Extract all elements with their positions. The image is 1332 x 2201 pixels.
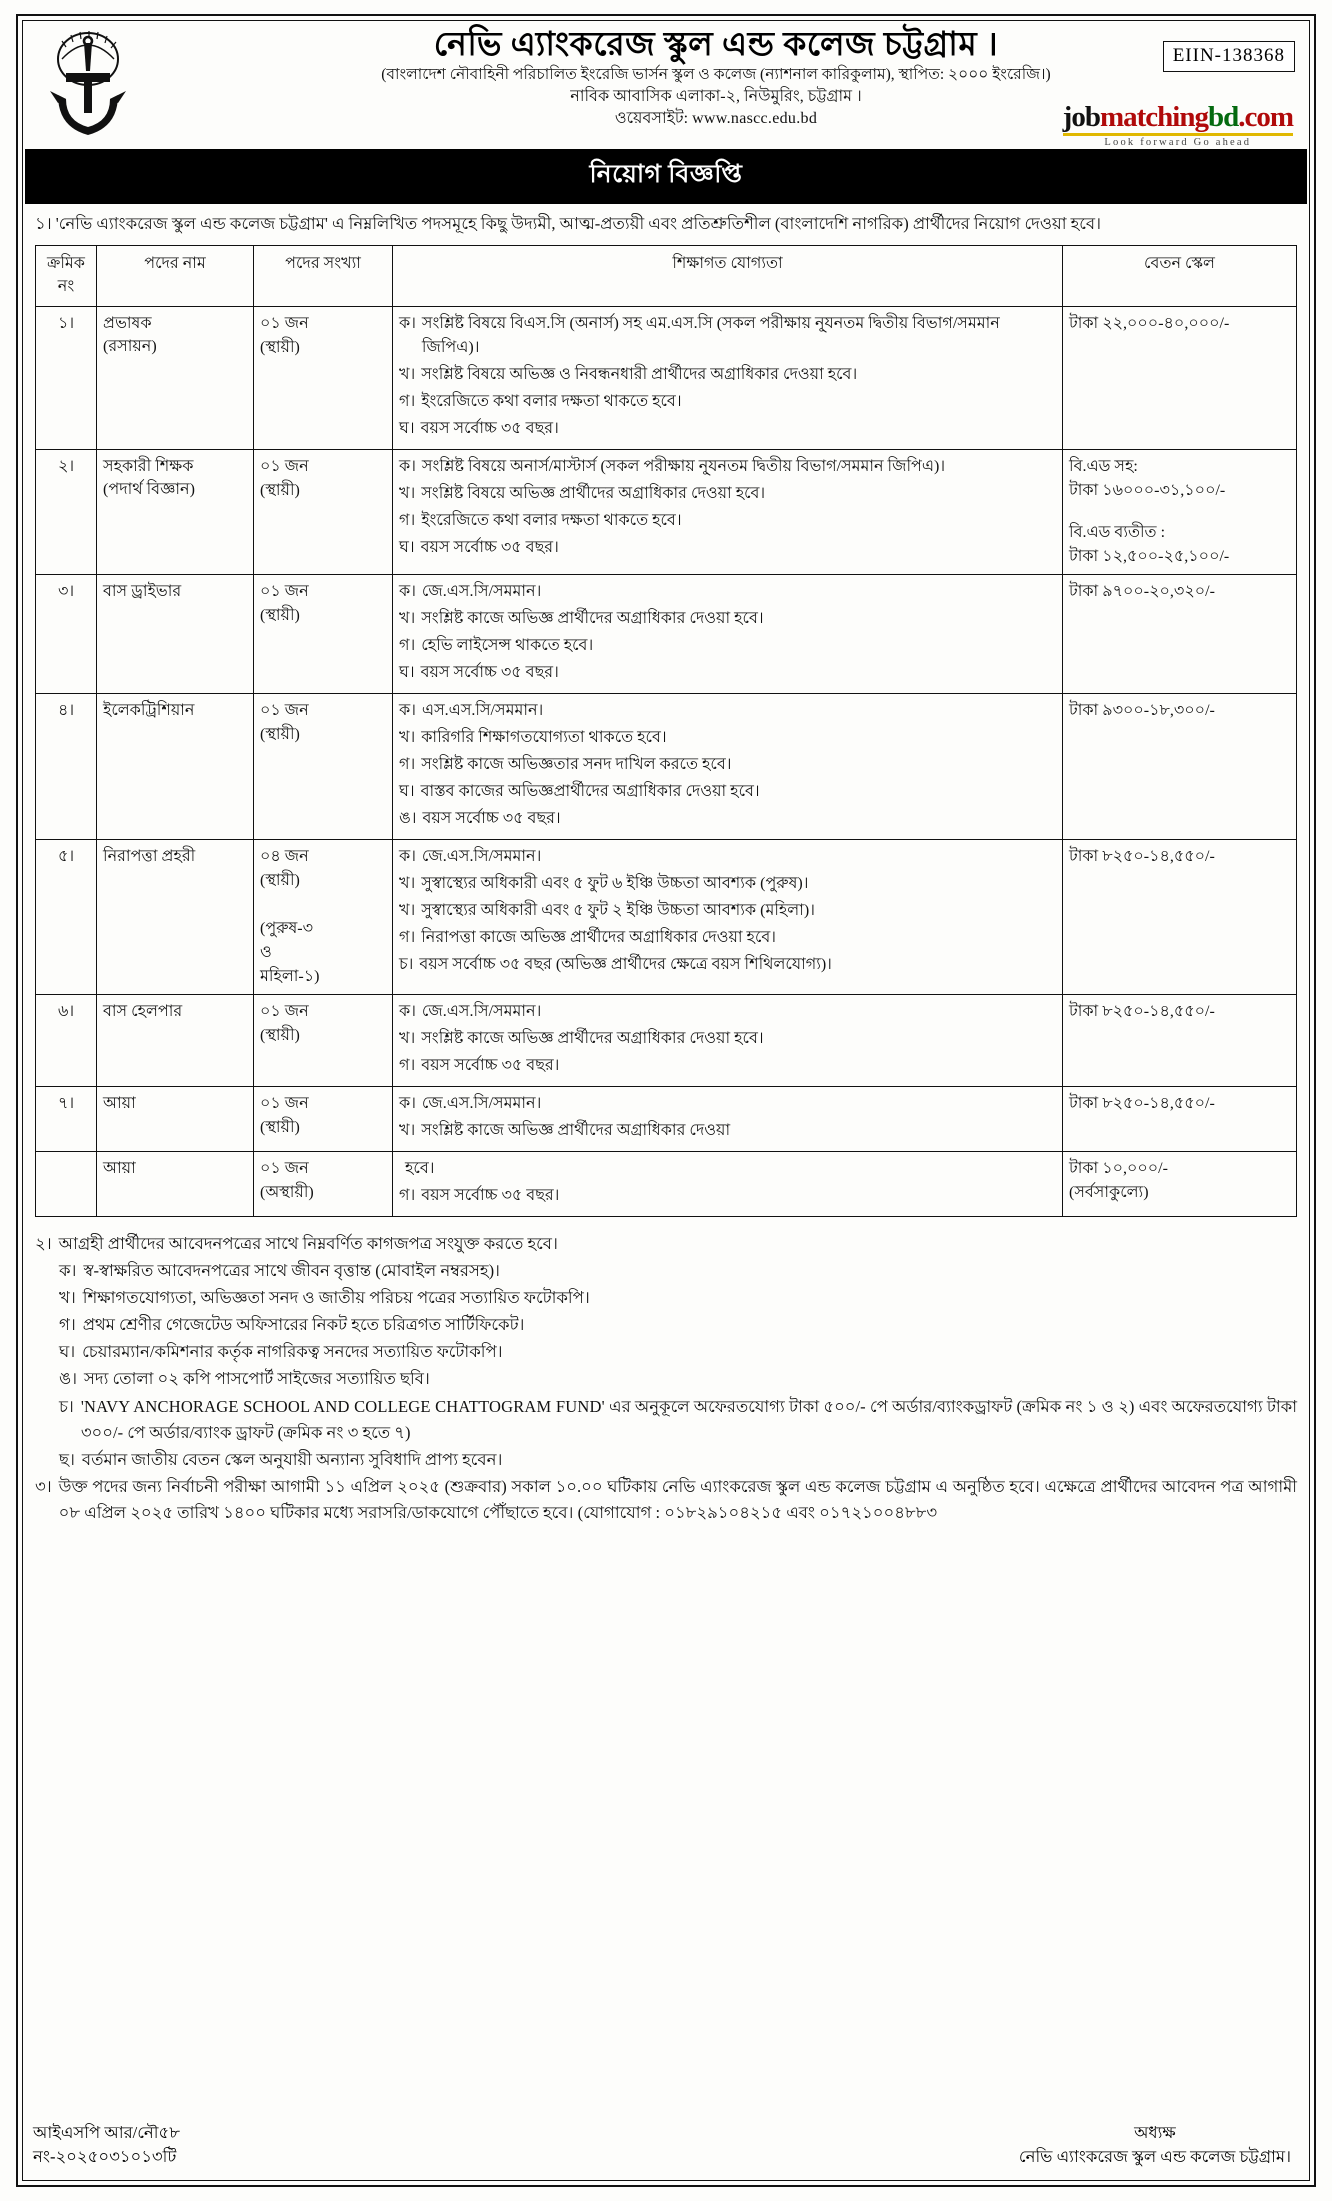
qualification-text: জে.এস.সি/সমমান। (421, 1095, 542, 1113)
qualification-item (399, 312, 1056, 360)
brand-tagline: Look forward Go ahead (1104, 137, 1252, 148)
note-sub-text: শিক্ষাগতযোগ্যতা, অভিজ্ঞতা সনদ ও জাতীয় পরিচয় পত্রের সত্যায়িত ফটোকপি। (82, 1288, 590, 1308)
qualification-item (399, 580, 1056, 604)
qualification-label: গ। (399, 929, 416, 947)
qualification-list (399, 1157, 1056, 1208)
table-row (36, 1087, 1297, 1152)
note-3-text: উক্ত পদের জন্য নির্বাচনী পরীক্ষা আগামী ১১ এপ্রিল ২০২৫ (শুক্রবার) সকাল ১০.০০ ঘটিকায় নেভি এ্যাংকরেজ স্কুল এন্ড কলেজ চট্টগ্রাম এ অনুষ্ঠিত হবে। এক্ষেত্রে প্রার্থীদের আবেদন পত্র আগামী ০৮ এপ্রিল ২০২৫ তারিখ ১৪০০ ঘটিকার মধ্যে সরাসরি/ডাকযোগে পৌঁছাতে হবে। (যোগাযোগ : ০১৮২৯১০৪২১৫ এবং ০১৭২১০০৪৮৮৩ (58, 1476, 1297, 1522)
cell-serial: ৫। (36, 840, 97, 995)
qualification-item (399, 661, 1056, 685)
pay-scale-line: (সর্বসাকুল্যে) (1069, 1184, 1149, 1202)
qualification-text: সংশ্লিষ্ট কাজে অভিজ্ঞ প্রার্থীদের অগ্রাধিকার দেওয়া হবে। (421, 610, 764, 628)
table-row (36, 575, 1297, 694)
header-qualification: শিক্ষাগত যোগ্যতা (393, 245, 1063, 306)
footer-right (1019, 2121, 1291, 2171)
cell-qualification (393, 575, 1063, 694)
qualification-item (399, 1119, 1056, 1143)
qualification-text: জে.এস.সি/সমমান। (421, 848, 542, 866)
pay-scale-line: টাকা ৯৩০০-১৮,৩০০/- (1069, 702, 1215, 720)
qualification-list (399, 1092, 1056, 1143)
note-sub-text: স্ব-স্বাক্ষরিত আবেদনপত্রের সাথে জীবন বৃত্তান্ত (মোবাইল নম্বরসহ)। (83, 1261, 500, 1281)
pay-scale-line: টাকা ৯৭০০-২০,৩২০/- (1069, 583, 1215, 601)
table-row (36, 995, 1297, 1087)
qualification-label: গ। (399, 512, 416, 530)
qualification-text: বয়স সর্বোচ্চ ৩৫ বছর। (420, 420, 559, 438)
post-count-line: ০১ জন (260, 702, 309, 720)
note-fund-text (81, 1394, 1297, 1446)
qualification-item (399, 899, 1056, 923)
post-count-line: (স্থায়ী) (260, 607, 300, 625)
note-chha-text: বর্তমান জাতীয় বেতন স্কেল অনুযায়ী অন্যান্য সুবিধাদি প্রাপ্য হবেন। (81, 1449, 503, 1469)
note-sub-label: ঘ। (59, 1342, 76, 1362)
note-sub-item (59, 1366, 1297, 1392)
qualification-item (399, 634, 1056, 658)
qualification-label: গ। (399, 637, 416, 655)
cell-qualification (393, 307, 1063, 450)
note-item-3 (35, 1474, 1297, 1526)
qualification-text: হেভি লাইসেন্স থাকতে হবে। (421, 637, 594, 655)
qualification-text: সংশ্লিষ্ট কাজে অভিজ্ঞ প্রার্থীদের অগ্রাধিকার দেওয়া (421, 1122, 731, 1140)
note-sub-item (59, 1312, 1297, 1338)
post-count-line (260, 893, 386, 917)
qualification-text: সুস্বাস্থ্যের অধিকারী এবং ৫ ফুট ২ ইঞ্চি উচ্চতা আবশ্যক (মহিলা)। (421, 902, 815, 920)
post-name-line: প্রভাষক (103, 315, 152, 333)
qualification-list (399, 845, 1056, 977)
cell-post-name (97, 1087, 254, 1152)
post-count-line: (স্থায়ী) (260, 726, 300, 744)
signatory-title: অধ্যক্ষ (1134, 2122, 1176, 2142)
jobs-table (35, 245, 1297, 1217)
cell-serial: ৪। (36, 694, 97, 840)
cell-qualification (393, 450, 1063, 575)
note-item-chha (35, 1447, 1297, 1473)
header-post-name: পদের নাম (97, 245, 254, 306)
note-sub-text: চেয়ারম্যান/কমিশনার কর্তৃক নাগরিকত্ব সনদের সত্যায়িত ফটোকপি। (82, 1342, 503, 1362)
cell-qualification (393, 840, 1063, 995)
qualification-item (399, 417, 1056, 441)
post-count-line: (স্থায়ী) (260, 339, 300, 357)
cell-serial: ১। (36, 307, 97, 450)
post-count-line: (স্থায়ী) (260, 1027, 300, 1045)
qualification-label: গ। (399, 1057, 416, 1075)
qualification-item (399, 753, 1056, 777)
qualification-item (399, 1000, 1056, 1024)
qualification-text: ইংরেজিতে কথা বলার দক্ষতা থাকতে হবে। (421, 393, 682, 411)
qualification-text: বয়স সর্বোচ্চ ৩৫ বছর (অভিজ্ঞ প্রার্থীদের ক্ষেত্রে বয়স শিথিলযোগ্য)। (419, 956, 832, 974)
cell-post-count (254, 1087, 393, 1152)
qualification-text: জে.এস.সি/সমমান। (421, 583, 542, 601)
qualification-item (399, 363, 1056, 387)
cell-post-name (97, 840, 254, 995)
cell-pay-scale (1063, 1087, 1297, 1152)
post-count-line: (স্থায়ী) (260, 1119, 300, 1137)
note-3-label: ৩। (35, 1476, 52, 1496)
cell-qualification (393, 1152, 1063, 1217)
pay-scale-line: বি.এড সহ: (1069, 458, 1138, 476)
note-fund-label: চ। (59, 1396, 74, 1416)
pay-spacer (1069, 503, 1290, 521)
cell-post-name (97, 450, 254, 575)
post-count-line: ০১ জন (260, 1095, 309, 1113)
note-sub-list (35, 1258, 1297, 1392)
cell-pay-scale (1063, 307, 1297, 450)
qualification-item (399, 953, 1056, 977)
memo-number: নং-২০২৫০৩১০১৩টি (33, 2147, 177, 2167)
pay-scale-line: টাকা ৮২৫০-১৪,৫৫০/- (1069, 1003, 1215, 1021)
qualification-label: ক। (399, 1095, 416, 1113)
cell-pay-scale (1063, 575, 1297, 694)
school-logo (33, 27, 143, 141)
post-name-line: (পদার্থ বিজ্ঞান) (103, 481, 195, 499)
post-name-line: ইলেকট্রিশিয়ান (103, 702, 195, 720)
cell-serial: ৬। (36, 995, 97, 1087)
fund-text-c: ৫০০/- পে অর্ডার/ব্যাংকড্রাফট (ক্রমিক নং ১ ও ২) এবং অফেরতযোগ্য টাকা ৩০০/- পে অর্ডার/ব্যাংক ড্রাফট (ক্রমিক নং ৩ হতে ৭) (80, 1396, 1298, 1442)
qualification-label: চ। (399, 956, 414, 974)
note-item-fund (35, 1394, 1297, 1446)
cell-pay-scale (1063, 1152, 1297, 1217)
post-name-line: সহকারী শিক্ষক (103, 458, 194, 476)
qualification-item (399, 1184, 1056, 1208)
website-label: ওয়েবসাইট: (614, 109, 689, 127)
table-head (36, 245, 1297, 306)
table-row (36, 694, 1297, 840)
qualification-list (399, 580, 1056, 685)
note-sub-item (59, 1285, 1297, 1311)
qualification-text: সংশ্লিষ্ট কাজে অভিজ্ঞ প্রার্থীদের অগ্রাধিকার দেওয়া হবে। (421, 1030, 764, 1048)
notes-section (35, 1231, 1297, 1526)
pay-scale-line: টাকা ৮২৫০-১৪,৫৫০/- (1069, 1095, 1215, 1113)
qualification-label: খ। (399, 366, 416, 384)
note-sub-label: খ। (59, 1288, 76, 1308)
post-count-line: ০৪ জন (260, 848, 309, 866)
qualification-text: বয়স সর্বোচ্চ ৩৫ বছর। (421, 1187, 560, 1205)
outer-border (16, 14, 1316, 2187)
qualification-item (399, 390, 1056, 414)
qualification-label: ক। (399, 1003, 416, 1021)
ispr-number: আইএসপি আর/নৌ৫৮ (33, 2122, 180, 2142)
footer-left (33, 2121, 180, 2171)
document-body (23, 204, 1309, 2095)
qualification-label: গ। (399, 1187, 416, 1205)
eiin-badge: EIIN-138368 (1163, 41, 1295, 72)
cell-post-name (97, 307, 254, 450)
table-row (36, 840, 1297, 995)
note-sub-text: প্রথম শ্রেণীর গেজেটেড অফিসারের নিকট হতে চরিত্রগত সার্টিফিকেট। (82, 1315, 525, 1335)
cell-post-name (97, 575, 254, 694)
post-count-line: (অস্থায়ী) (260, 1184, 314, 1202)
cell-serial: ৩। (36, 575, 97, 694)
cell-post-name (97, 694, 254, 840)
note-sub-item (59, 1339, 1297, 1365)
qualification-item (399, 780, 1056, 804)
pay-scale-line: টাকা ৮২৫০-১৪,৫৫০/- (1069, 848, 1215, 866)
cell-pay-scale (1063, 840, 1297, 995)
cell-serial: ৭। (36, 1087, 97, 1152)
header-pay-scale: বেতন স্কেল (1063, 245, 1297, 306)
post-name-line: (রসায়ন) (103, 338, 157, 356)
cell-qualification (393, 1087, 1063, 1152)
qualification-label: ক। (399, 458, 416, 476)
qualification-text: সংশ্লিষ্ট বিষয়ে অভিজ্ঞ ও নিবন্ধনধারী প্রার্থীদের অগ্রাধিকার দেওয়া হবে। (421, 366, 858, 384)
qualification-item (399, 509, 1056, 533)
note-2-text: আগ্রহী প্রার্থীদের আবেদনপত্রের সাথে নিম্নবর্ণিত কাগজপত্র সংযুক্ত করতে হবে। (58, 1234, 558, 1254)
qualification-label: ক। (399, 315, 416, 333)
note-sub-label: ঙ। (59, 1369, 78, 1389)
cell-serial (36, 1152, 97, 1217)
note-item-2 (35, 1231, 1297, 1257)
qualification-text: ইংরেজিতে কথা বলার দক্ষতা থাকতে হবে। (421, 512, 682, 530)
pay-scale-line: টাকা ১০,০০০/- (1069, 1160, 1168, 1178)
qualification-text: এস.এস.সি/সমমান। (421, 702, 544, 720)
post-count-line: (পুরুষ-৩ (260, 920, 314, 938)
notice-banner: নিয়োগ বিজ্ঞপ্তি (25, 149, 1307, 204)
post-name-line: বাস হেলপার (103, 1003, 183, 1021)
qualification-label: খ। (399, 610, 416, 628)
qualification-text: সংশ্লিষ্ট বিষয়ে বিএস.সি (অনার্স) সহ এম.এস.সি (সকল পরীক্ষায় নূ্যনতম দ্বিতীয় বিভাগ/সমমান জিপিএ)। (421, 315, 1000, 357)
signatory-institution: নেভি এ্যাংকরেজ স্কুল এন্ড কলেজ চট্টগ্রাম। (1018, 2147, 1291, 2167)
inner-border (22, 20, 1310, 2181)
table-row (36, 307, 1297, 450)
qualification-text: বাস্তব কাজের অভিজ্ঞপ্রার্থীদের অগ্রাধিকার দেওয়া হবে। (420, 783, 760, 801)
cell-post-count (254, 307, 393, 450)
jobmatchingbd-watermark (1063, 103, 1293, 149)
qualification-label: খ। (399, 875, 416, 893)
qualification-item (399, 726, 1056, 750)
qualification-item (399, 1092, 1056, 1116)
qualification-label: খ। (399, 485, 416, 503)
qualification-text: সুস্বাস্থ্যের অধিকারী এবং ৫ ফুট ৬ ইঞ্চি উচ্চতা আবশ্যক (পুরুষ)। (421, 875, 809, 893)
qualification-label: ঘ। (399, 783, 415, 801)
table-body (36, 307, 1297, 1217)
qualification-text: বয়স সর্বোচ্চ ৩৫ বছর। (421, 1057, 560, 1075)
fund-name: 'NAVY ANCHORAGE SCHOOL AND COLLEGE CHATTOGRAM FUND' (80, 1396, 605, 1416)
qualification-text: সংশ্লিষ্ট কাজে অভিজ্ঞতার সনদ দাখিল করতে হবে। (421, 756, 732, 774)
pay-scale-line: বি.এড ব্যতীত : (1069, 524, 1166, 542)
note-sub-label: গ। (59, 1315, 76, 1335)
qualification-label: খ। (399, 902, 416, 920)
pay-scale-line: টাকা ১২,৫০০-২৫,১০০/- (1069, 548, 1230, 566)
cell-post-name (97, 995, 254, 1087)
qualification-item (399, 455, 1056, 479)
qualification-item (399, 872, 1056, 896)
school-address: নাবিক আবাসিক এলাকা-২, নিউমুরিং, চট্টগ্রাম । (570, 88, 862, 106)
qualification-list (399, 1000, 1056, 1078)
qualification-text: বয়স সর্বোচ্চ ৩৫ বছর। (420, 539, 559, 557)
table-header-row (36, 245, 1297, 306)
pay-scale-line: টাকা ২২,০০০-৪০,০০০/- (1069, 315, 1230, 333)
school-name: নেভি এ্যাংকরেজ স্কুল এন্ড কলেজ চট্টগ্রাম । (433, 27, 999, 63)
brand-part-4: .com (1238, 101, 1293, 133)
cell-serial: ২। (36, 450, 97, 575)
note-sub-label: ক। (59, 1261, 77, 1281)
qualification-text: হবে। (405, 1160, 435, 1178)
pay-scale-line: টাকা ১৬০০০-৩১,১০০/- (1069, 482, 1226, 500)
website-url: www.nascc.edu.bd (692, 109, 818, 127)
brand-underline (1063, 133, 1293, 136)
header-post-count: পদের সংখ্যা (254, 245, 393, 306)
fund-text-b: এর অনুকূলে অফেরতযোগ্য টাকা (609, 1396, 820, 1416)
table-row (36, 1152, 1297, 1217)
brand-part-3: bd (1207, 101, 1239, 133)
qualification-list (399, 455, 1056, 560)
cell-post-count (254, 575, 393, 694)
qualification-item (399, 1157, 1056, 1181)
post-count-line: ০১ জন (260, 458, 309, 476)
intro-paragraph: ১। 'নেভি এ্যাংকরেজ স্কুল এন্ড কলেজ চট্টগ্রাম' এ নিম্নলিখিত পদসমূহে কিছু উদ্যমী, আত্ম-প্রত্যয়ী এবং প্রতিশ্রুতিশীল (বাংলাদেশি নাগরিক) প্রার্থীদের নিয়োগ দেওয়া হবে। (35, 214, 1101, 233)
post-name-line: আয়া (103, 1095, 136, 1113)
qualification-item (399, 845, 1056, 869)
cell-pay-scale (1063, 450, 1297, 575)
qualification-text: জে.এস.সি/সমমান। (421, 1003, 542, 1021)
qualification-label: ক। (399, 702, 416, 720)
post-count-line: ০১ জন (260, 583, 309, 601)
post-count-line: (স্থায়ী) (260, 482, 300, 500)
qualification-item (399, 1054, 1056, 1078)
qualification-list (399, 699, 1056, 831)
qualification-item (399, 1027, 1056, 1051)
qualification-item (399, 807, 1056, 831)
qualification-label: খ। (399, 1030, 416, 1048)
qualification-label: ঙ। (399, 810, 417, 828)
brand-part-1: job (1062, 101, 1100, 133)
qualification-text: সংশ্লিষ্ট বিষয়ে অভিজ্ঞ প্রার্থীদের অগ্রাধিকার দেওয়া হবে। (421, 485, 766, 503)
qualification-text: কারিগরি শিক্ষাগতযোগ্যতা থাকতে হবে। (421, 729, 667, 747)
table-row (36, 450, 1297, 575)
post-name-line: আয়া (103, 1160, 136, 1178)
qualification-label: ঘ। (399, 539, 415, 557)
qualification-text: সংশ্লিষ্ট বিষয়ে অনার্স/মাস্টার্স (সকল পরীক্ষায় নূ্যনতম দ্বিতীয় বিভাগ/সমমান জিপিএ)। (421, 458, 946, 476)
post-count-line: (স্থায়ী) (260, 872, 300, 890)
qualification-item (399, 926, 1056, 950)
school-subtitle: (বাংলাদেশ নৌবাহিনী পরিচালিত ইংরেজি ভার্সন স্কুল ও কলেজ (ন্যাশনাল কারিকুলাম), স্থাপিত: ২০০০ ইংরেজি।) (381, 66, 1051, 84)
post-count-line: ও (260, 944, 272, 962)
qualification-list (399, 312, 1056, 441)
qualification-text: বয়স সর্বোচ্চ ৩৫ বছর। (420, 664, 559, 682)
cell-qualification (393, 694, 1063, 840)
brand-part-2: matching (1099, 101, 1208, 133)
cell-post-count (254, 840, 393, 995)
cell-pay-scale (1063, 995, 1297, 1087)
qualification-label: গ। (399, 756, 416, 774)
post-count-line: ০১ জন (260, 1003, 309, 1021)
cell-post-name (97, 1152, 254, 1217)
qualification-label: ক। (399, 583, 416, 601)
document-header (23, 21, 1309, 147)
cell-post-count (254, 694, 393, 840)
cell-pay-scale (1063, 694, 1297, 840)
post-count-line: ০১ জন (260, 1160, 309, 1178)
note-2-label: ২। (35, 1234, 52, 1254)
document-footer (23, 2095, 1309, 2181)
header-serial: ক্রমিক নং (36, 245, 97, 306)
post-count-line: ০১ জন (260, 315, 309, 333)
cell-qualification (393, 995, 1063, 1087)
post-count-line: মহিলা-১) (260, 968, 320, 986)
qualification-label: খ। (399, 1122, 416, 1140)
cell-post-count (254, 1152, 393, 1217)
qualification-item (399, 536, 1056, 560)
qualification-label: ঘ। (399, 664, 415, 682)
qualification-label: গ। (399, 393, 416, 411)
note-chha-label: ছ। (59, 1449, 75, 1469)
qualification-item (399, 607, 1056, 631)
qualification-text: বয়স সর্বোচ্চ ৩৫ বছর। (422, 810, 561, 828)
note-sub-item (59, 1258, 1297, 1284)
qualification-item (399, 482, 1056, 506)
note-sub-text: সদ্য তোলা ০২ কপি পাসপোর্ট সাইজের সত্যায়িত ছবি। (84, 1369, 430, 1389)
cell-post-count (254, 450, 393, 575)
post-name-line: নিরাপত্তা প্রহরী (103, 848, 196, 866)
qualification-label: খ। (399, 729, 416, 747)
qualification-item (399, 699, 1056, 723)
qualification-label: ক। (399, 848, 416, 866)
cell-post-count (254, 995, 393, 1087)
qualification-text: নিরাপত্তা কাজে অভিজ্ঞ প্রার্থীদের অগ্রাধিকার দেওয়া হবে। (421, 929, 776, 947)
qualification-label: ঘ। (399, 420, 415, 438)
post-name-line: বাস ড্রাইভার (103, 583, 182, 601)
